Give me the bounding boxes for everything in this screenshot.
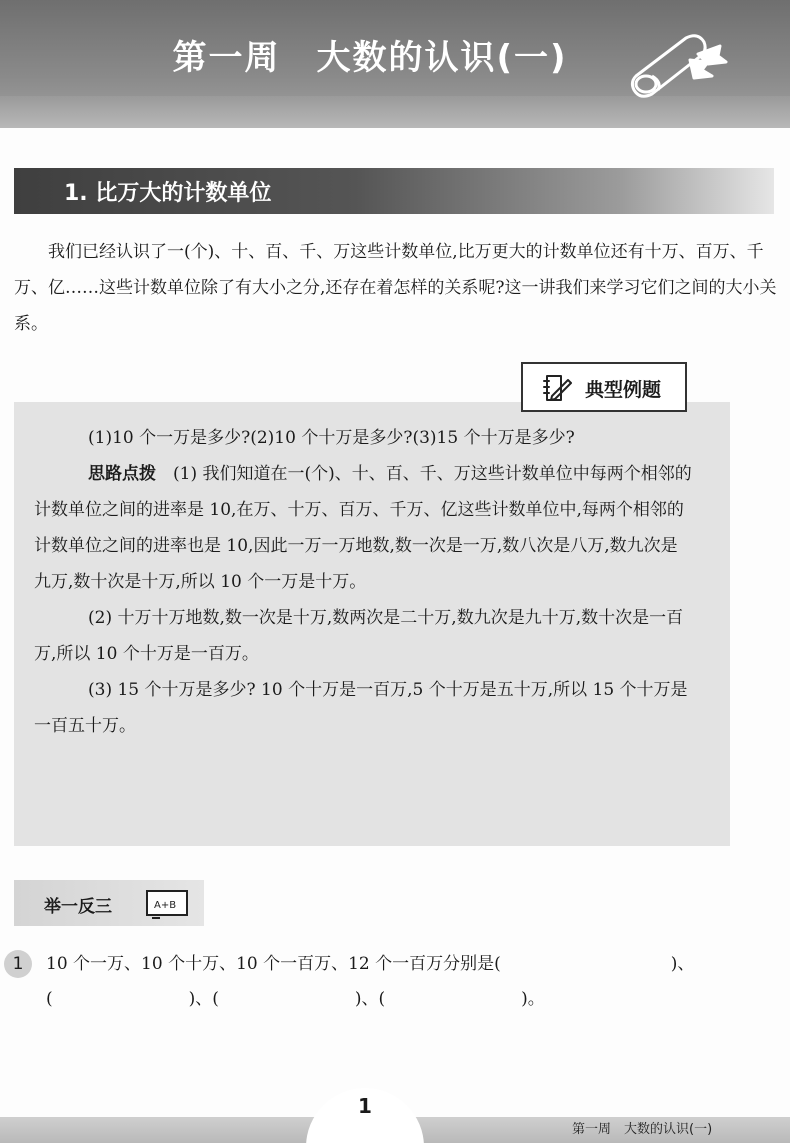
- example-content: [34, 420, 694, 744]
- example-part-2: (2) 十万十万地数,数一次是十万,数两次是二十万,数九次是九十万,数十次是一百万,所以 10 个十万是一百万。: [34, 608, 684, 664]
- intro-paragraph: 我们已经认识了一(个)、十、百、千、万这些计数单位,比万更大的计数单位还有十万、百万、千万、亿……这些计数单位除了有大小之分,还存在着怎样的关系呢?这一讲我们来学习它们之间的大小关系。: [14, 242, 777, 334]
- tip-label: 思路点拨: [88, 464, 156, 484]
- example-tip: [34, 456, 694, 600]
- running-title: 第一周 大数的认识(一): [572, 1122, 713, 1137]
- example-badge-label: 典型例题: [585, 379, 662, 401]
- blackboard-icon: [144, 888, 192, 920]
- chapter-title: 第一周 大数的认识(一): [172, 38, 568, 78]
- practice-heading: [14, 880, 204, 926]
- tip-text: (1) 我们知道在一(个)、十、百、千、万这些计数单位中每两个相邻的计数单位之间的进率是 10,在万、十万、百万、千万、亿这些计数单位中,每两个相邻的计数单位之间的进率也是 10,因此一万一万地数,数一次是一万,数八次是八万,数九次是九万,数十次是十万,所以 10 个一万是十万。: [34, 464, 692, 592]
- example-part-3: (3) 15 个十万是多少? 10 个十万是一百万,5 个十万是五十万,所以 15 个十万是一百五十万。: [34, 680, 688, 736]
- section-title: 1. 比万大的计数单位: [64, 181, 272, 206]
- section-heading: [14, 168, 774, 214]
- page-number: 1: [358, 1094, 372, 1118]
- scroll-icon: [628, 24, 728, 104]
- blackboard-text: A+B: [154, 900, 177, 911]
- pencil-notebook-icon: [541, 372, 573, 404]
- example-badge: [521, 362, 687, 412]
- question-line-1: 10 个一万、10 个十万、10 个一百万、12 个一百万分别是( )、: [46, 954, 695, 974]
- question-number: 1: [4, 950, 32, 978]
- question-line-2: ( )、( )、( )。: [46, 989, 545, 1009]
- example-question: (1)10 个一万是多少?(2)10 个十万是多少?(3)15 个十万是多少?: [88, 428, 575, 448]
- practice-label: 举一反三: [44, 897, 112, 917]
